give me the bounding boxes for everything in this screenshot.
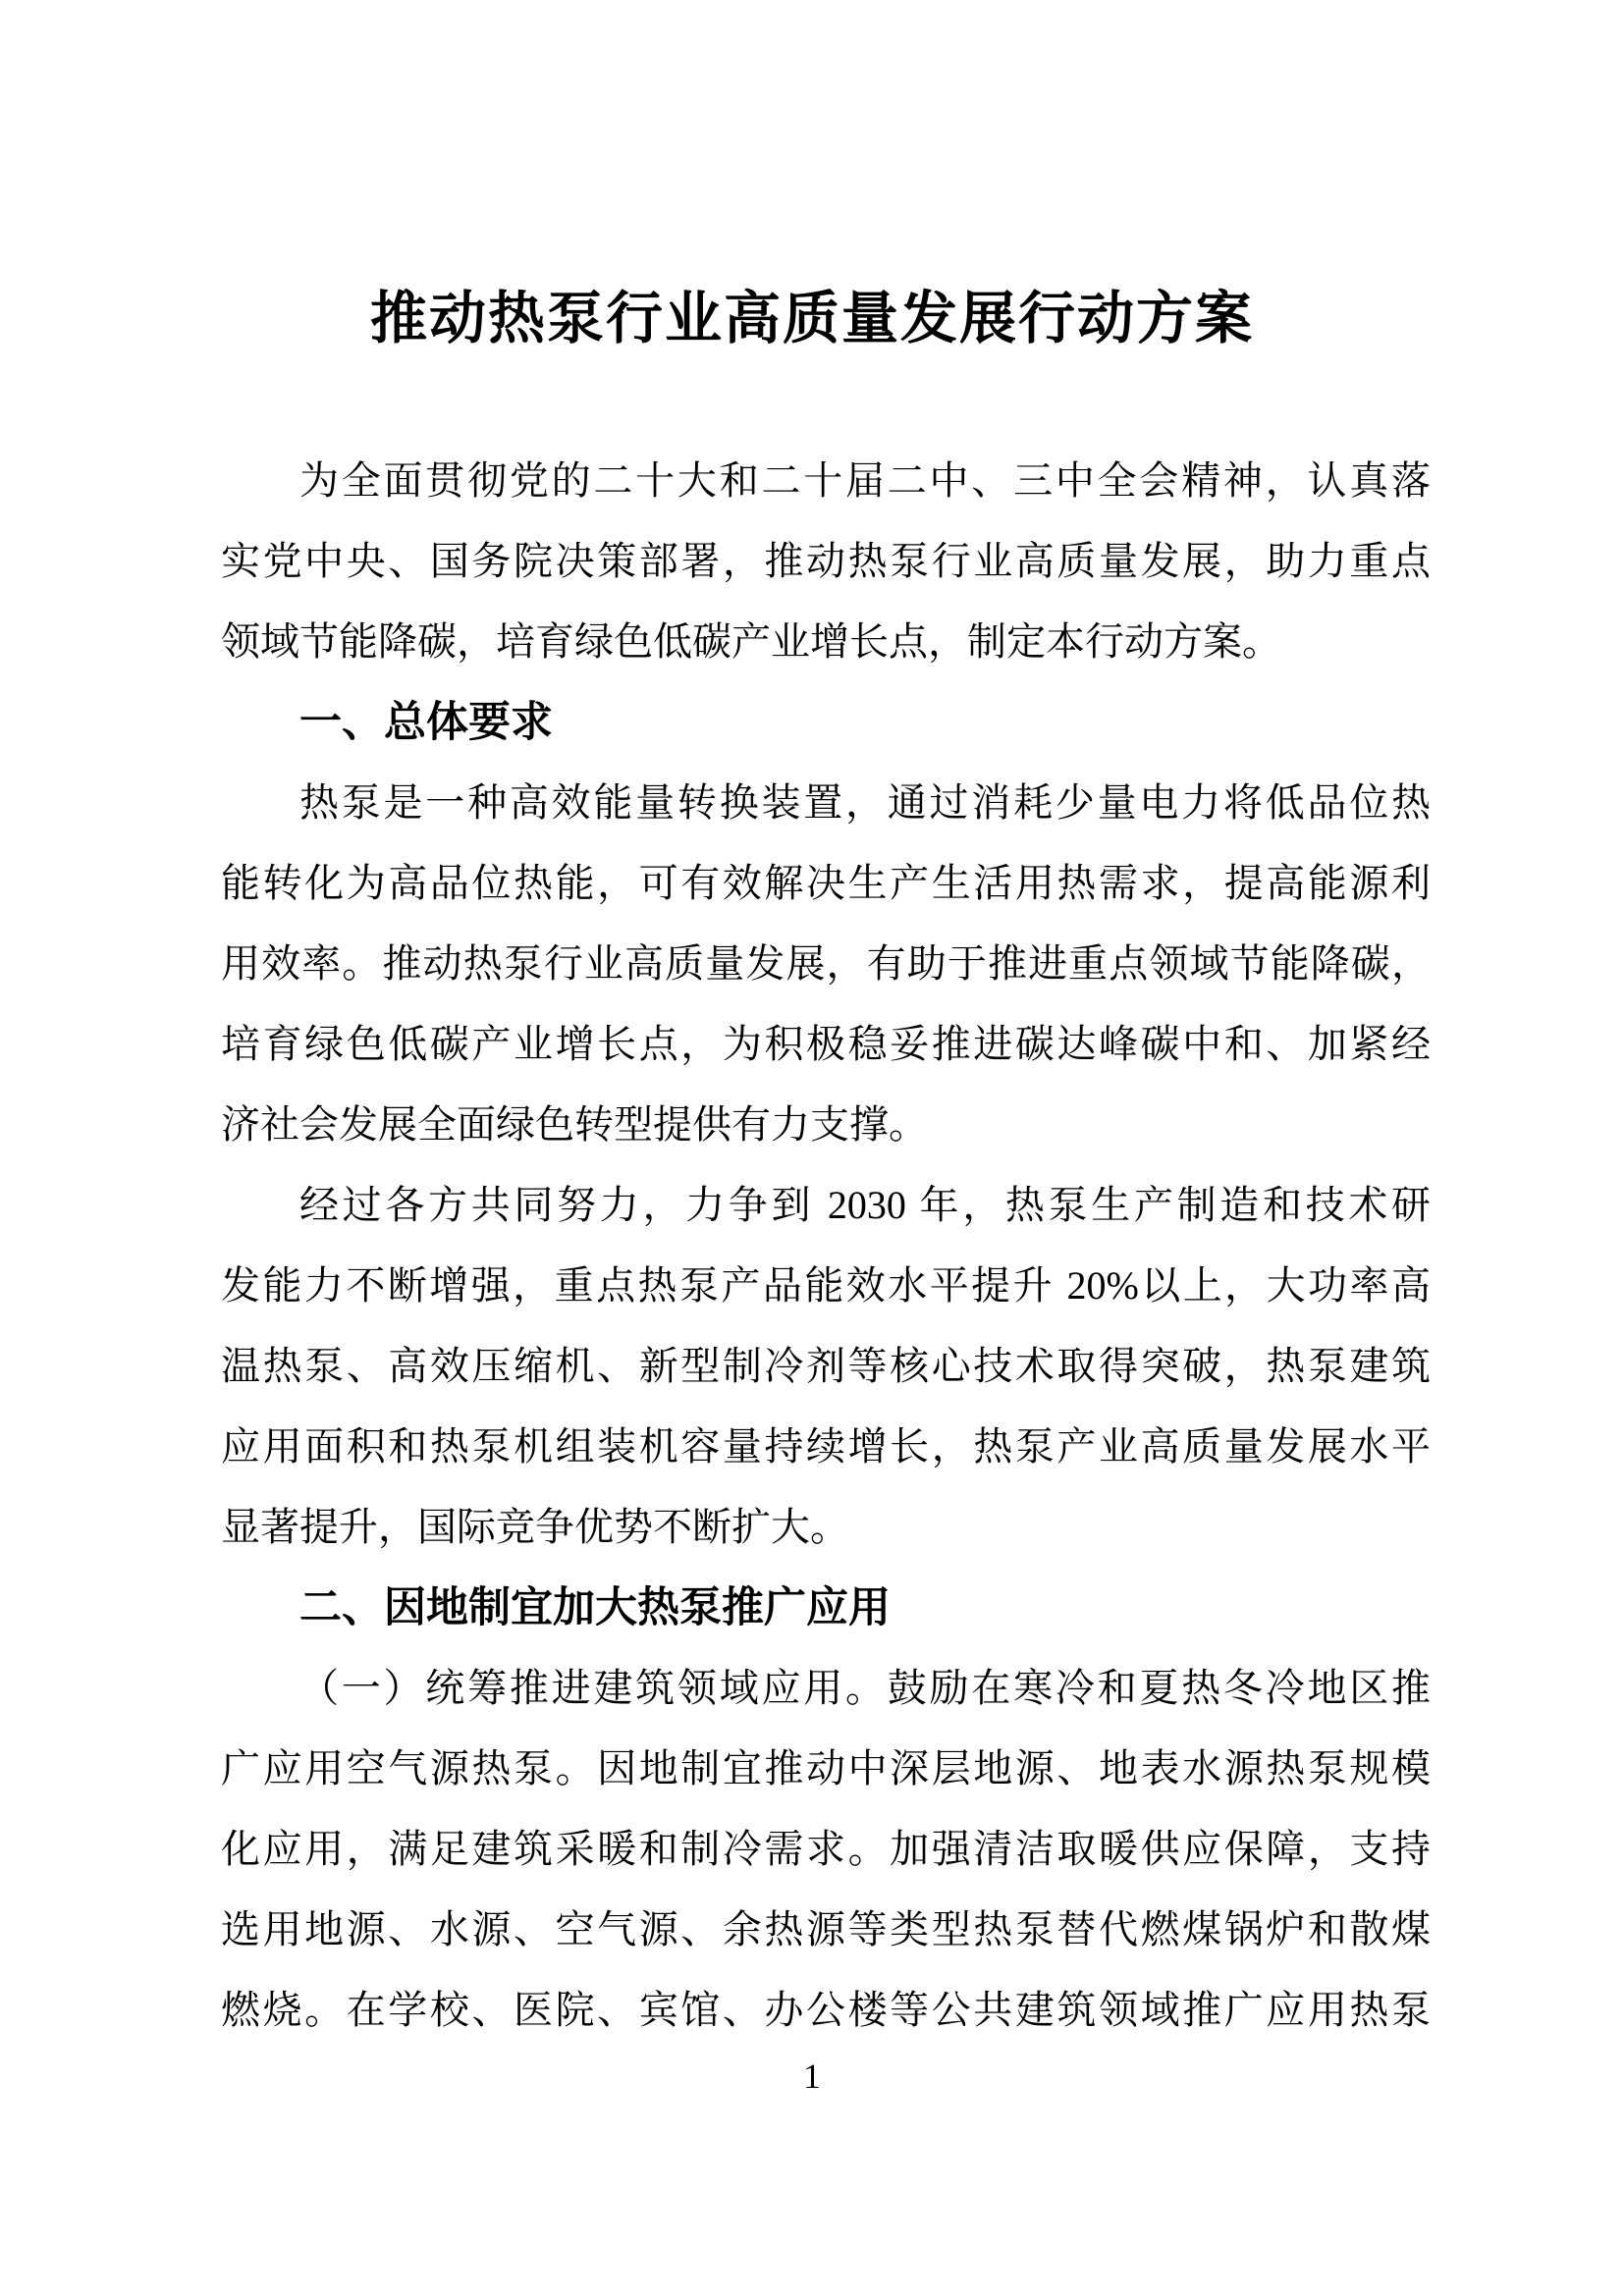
text-line: 济社会发展全面绿色转型提供有力支撑。 [221,1102,928,1147]
paragraph-2 [221,763,1431,1165]
text-line [221,1648,1431,1729]
text-line: 选用地源、水源、空气源、余热源等类型热泵替代燃煤锅炉和散煤 [221,1907,1431,1951]
page-number: 1 [803,2056,821,2096]
text-line: 用效率。推动热泵行业高质量发展，有助于推进重点领域节能降碳， [221,941,1431,986]
text-line: 燃烧。在学校、医院、宾馆、办公楼等公共建筑领域推广应用热泵 [221,1988,1431,2032]
text-line: 应用面积和热泵机组装机容量持续增长，热泵产业高质量发展水平 [221,1424,1431,1468]
text-line: 实党中央、国务院决策部署，推动热泵行业高质量发展，助力重点 [221,539,1431,583]
paragraph-3 [221,1165,1431,1568]
section-item-title: （一）统筹推进建筑领域应用。 [299,1666,888,1710]
document-body [221,441,1431,2051]
text-line: 领域节能降碳，培育绿色低碳产业增长点，制定本行动方案。 [221,619,1281,664]
text-line: 温热泵、高效压缩机、新型制冷剂等核心技术取得突破，热泵建筑 [221,1344,1431,1388]
section-heading-1: 一、总体要求 [299,699,553,746]
text-line: 发能力不断增强，重点热泵产品能效水平提升 20%以上，大功率高 [221,1263,1431,1308]
text-line: 广应用空气源热泵。因地制宜推动中深层地源、地表水源热泵规模 [221,1746,1431,1790]
text-line: 培育绿色低碳产业增长点，为积极稳妥推进碳达峰碳中和、加紧经 [221,1022,1431,1066]
section-heading-2: 二、因地制宜加大热泵推广应用 [299,1584,891,1631]
text-line: 显著提升，国际竞争优势不断扩大。 [221,1505,849,1549]
text-line: 化应用，满足建筑采暖和制冷需求。加强清洁取暖供应保障，支持 [221,1827,1431,1871]
text-line: 能转化为高品位热能，可有效解决生产生活用热需求，提高能源利 [221,861,1431,905]
text-line: 热泵是一种高效能量转换装置，通过消耗少量电力将低品位热 [299,780,1431,825]
text-run: 鼓励在寒冷和夏热冬冷地区推 [887,1666,1431,1710]
paragraph-1 [221,441,1431,682]
paragraph-4 [221,1648,1431,2051]
text-line: 经过各方共同努力，力争到 2030 年，热泵生产制造和技术研 [299,1183,1431,1227]
text-line: 为全面贯彻党的二十大和二十届二中、三中全会精神，认真落 [299,458,1431,503]
document-title: 推动热泵行业高质量发展行动方案 [369,287,1254,350]
